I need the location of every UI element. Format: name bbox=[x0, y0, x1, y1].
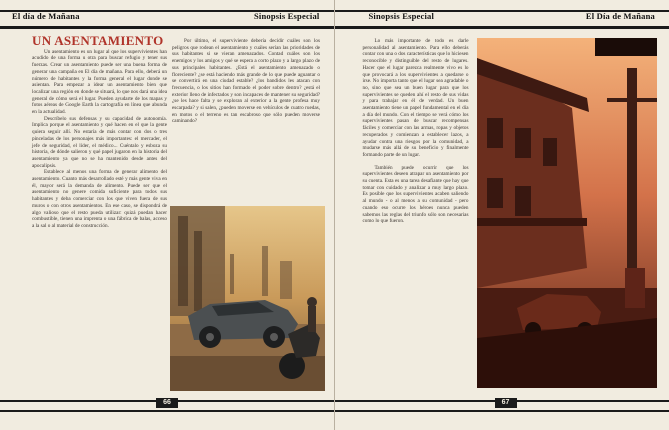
right-page bbox=[335, 0, 669, 430]
left-header-title: El día de Mañana bbox=[12, 11, 80, 21]
page-number: 67 bbox=[495, 398, 517, 408]
left-column-1 bbox=[32, 33, 167, 230]
paragraph: Un asentamiento es un lugar al que los supervivientes han acudido de una forma u otra para buscar refugio y tener sus fuerzas. Crear un asentamiento puede ser una buena forma de generar una campaña en El día de mañana. Para ello, deberá un número de habitantes y la forma general el lugar donde se asientan. Para empezar a idear un asentamiento bien que localizar una región en donde se situará, lo que nos dará una idea general de cómo será el lugar. Pueden ayudarte de los mapas y fotos aéreas de Google Earth la cartografía en línea que abunda en la actualidad. bbox=[32, 48, 167, 116]
ruined-town-illustration bbox=[477, 38, 657, 388]
right-footer-bar bbox=[335, 400, 669, 412]
left-header-section: Sinopsis Especial bbox=[253, 11, 320, 21]
paragraph: Lo más importante de todo es darle personalidad al asentamiento. Para ello deberás contar con una o dos características que lo hiciesen reconocible y distinguible del resto de lugares. Hacer que el lugar parezca realmente vivo es lo que provocará a los supervivientes a quedarse o irse. No importa tanto que el lugar sea agradable o no, sino que sea un buen lugar para que los supervivientes se queden ahí el resto de sus vidas y para trabajar en él de verdad. Un buen asentamiento tiene un papel fundamental en el día a día del mundo. Con el tiempo se verá cómo los supervivientes pasan de buscar recompensas fáciles y comerciar con las armas, ropas y objetos recuperados y comienzan a establecer lazos, a ayudar contra una riesgos por la comunidad, a mudarse más allá de su beneficio y finalmente formando parte de un lugar. bbox=[362, 38, 469, 158]
right-header-title: El Día de Mañana bbox=[585, 11, 655, 21]
right-header-bar bbox=[335, 10, 669, 29]
left-footer-bar bbox=[0, 400, 334, 412]
paragraph: Establece al menos una forma de generar alimento del asentamiento. Cuanto más desarrollado esté y más gente viva en él, mayor será la demanda de alimento. Puede ser que el asentamiento no genere comida suficiente para todos sus habitantes y deba comerciar con los que viven fuera de sus muros o con otros asentamientos. En ese caso, se dispondrá de algo valioso que el resto pueda utilizar: quizá puedan hacer combustible, tienen una imprenta o una fábrica de balas, acceso a la sal o al material de construcción. bbox=[32, 169, 167, 229]
page-title: UN ASENTAMIENTO bbox=[32, 33, 164, 48]
right-header-section: Sinopsis Especial bbox=[368, 11, 435, 21]
left-column-2 bbox=[172, 38, 320, 125]
paragraph: También puede ocurrir que los supervivientes deseen atrapar un asentamiento por su cuenta. Esta es una tarea desafiante que hay que tomar con cuidado y analizar a muy largo plazo. Es posible que los supervivientes acaben saliendo al mundo - o al menos a su comunidad - pero cuando eso ocurre los héroes nunca pueden sabemos las reglas del triunfo sólo son necesarias como lo que fueron. bbox=[362, 164, 469, 225]
left-header-bar bbox=[0, 10, 334, 29]
paragraph: Descríbelo sus defensas y su capacidad de autonomía. Implica porque el asentamiento y qué hacen en el que la gente quiera seguir allí. No estaría de más contar con dos o tres pinceladas de los personajes más importantes: el mercader, el jefe de seguridad, el líder, el médico... Cuéntalo y esboza su historia, de dónde salieron y qué papel jugaron en la historia del asentamiento ya que no se ha mantenido desde antes del apocalipsis. bbox=[32, 115, 167, 169]
right-column-1 bbox=[363, 38, 469, 225]
wasteland-car-illustration bbox=[170, 206, 325, 391]
paragraph: Por último, el superviviente debería decidir cuáles son los peligros que rodean el asentamiento y cuáles serían las prioridades de sus habitantes si se vieran amenazados. Contad cuáles son los enemigos y los amigos y qué se espera a corto plazo y a largo plazo de sus principales habitantes. ¿Está el asentamiento amenazado o floreciente? ¿se está haciendo más grande de lo que puede aguantar o se convertirá en una ciudad estable? ¿los bandidos les atacan con frecuencia, o los sitios han formado el poder sobre dentro? ¿está el exterior lleno de infectados y son incapaces de mantener su seguridad? ¿se les hace falta y se exploran al exterior a la gente profesa muy escarpada? y si salen, ¿pueden moverse en vehículos de cuatro ruedas, en motos o el terreno es tan escabroso que sólo pueden moverse caminando? bbox=[172, 38, 320, 125]
page-number: 66 bbox=[156, 398, 178, 408]
